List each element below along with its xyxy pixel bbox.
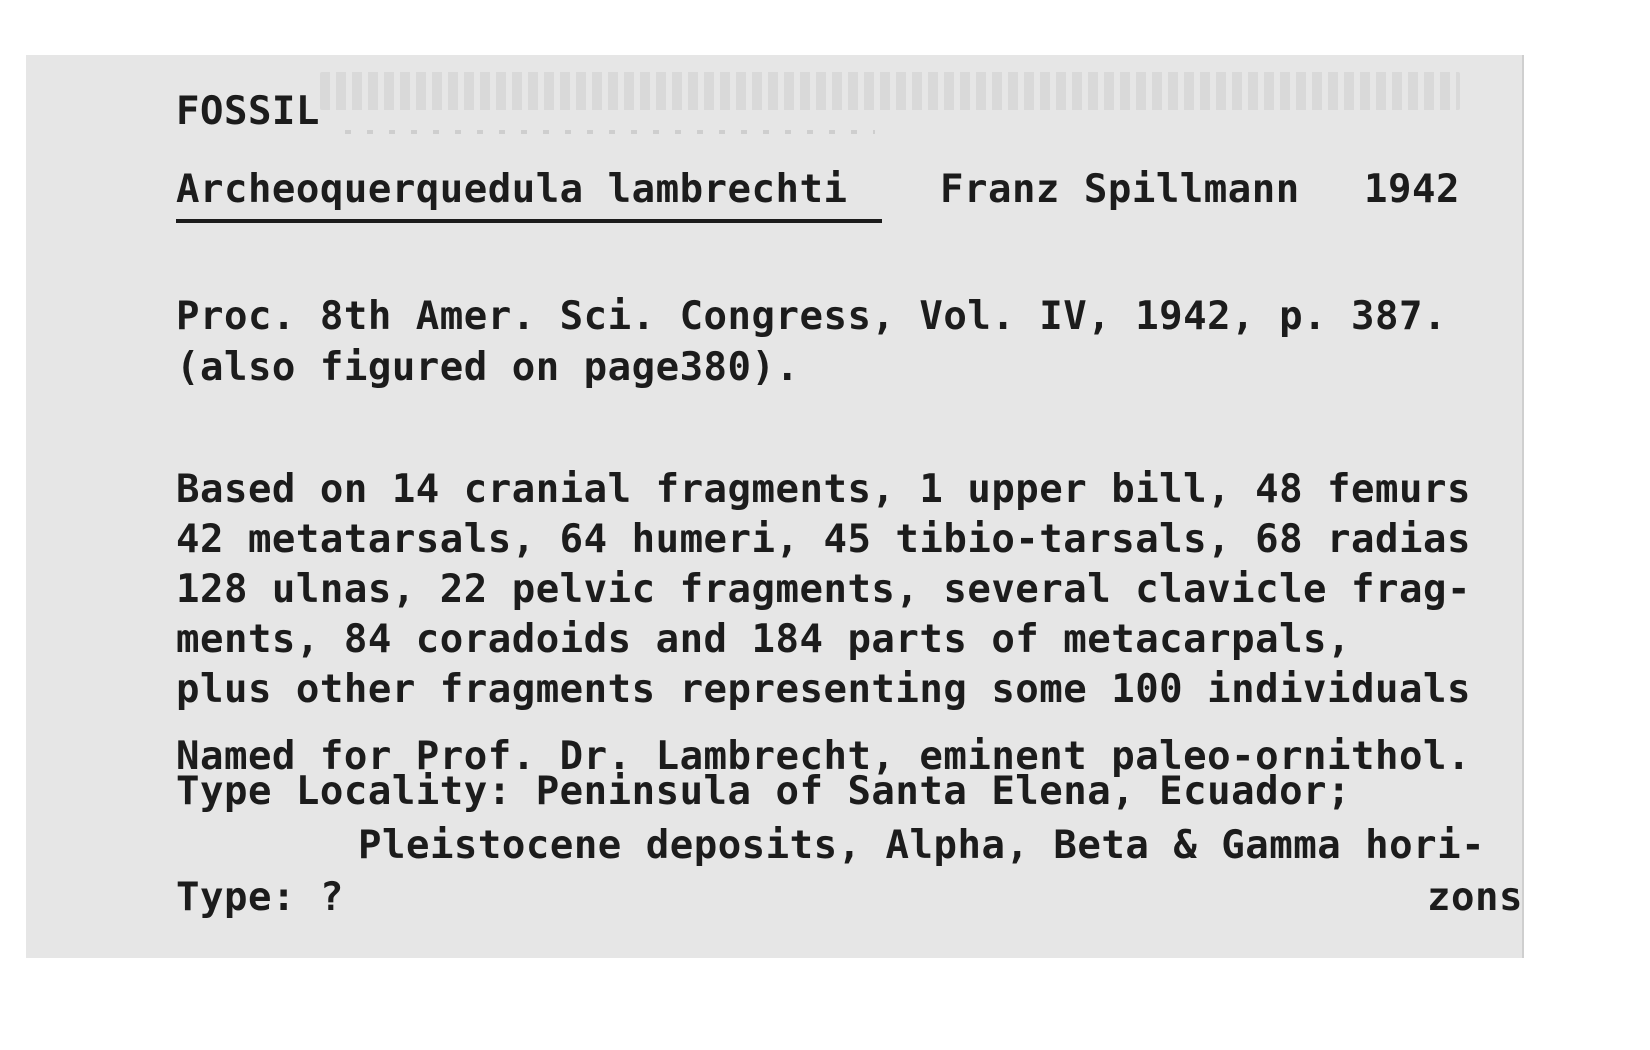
type-line: Type: ? — [176, 875, 344, 920]
author-name: Franz Spillmann — [940, 167, 1300, 212]
material-line-4: ments, 84 coradoids and 184 parts of metacarpals, — [176, 617, 1352, 662]
citation-line-2: (also figured on page380). — [176, 345, 800, 390]
citation-line-1: Proc. 8th Amer. Sci. Congress, Vol. IV, 1942, p. 387. — [176, 294, 1447, 339]
material-line-2: 42 metatarsals, 64 humeri, 45 tibio-tarsals, 68 radias — [176, 517, 1471, 562]
named-for-line: Named for Prof. Dr. Lambrecht, eminent paleo-ornithol. — [176, 734, 1471, 779]
species-name: Archeoquerquedula lambrechti — [176, 167, 848, 212]
faded-typed-line — [320, 72, 1460, 110]
material-line-1: Based on 14 cranial fragments, 1 upper bill, 48 femurs — [176, 467, 1471, 512]
year: 1942 — [1364, 167, 1460, 212]
deposits-end: zons — [1427, 875, 1523, 920]
type-locality-line: Type Locality: Peninsula of Santa Elena, Ecuador; — [176, 769, 1352, 814]
species-underline — [176, 219, 882, 223]
deposits-line: Pleistocene deposits, Alpha, Beta & Gamma hori- — [358, 823, 1486, 868]
card-heading: FOSSIL — [176, 89, 320, 134]
material-line-5: plus other fragments representing some 100 individuals — [176, 667, 1471, 712]
material-line-3: 128 ulnas, 22 pelvic fragments, several clavicle frag- — [176, 567, 1471, 612]
faded-dash-line — [345, 130, 875, 134]
